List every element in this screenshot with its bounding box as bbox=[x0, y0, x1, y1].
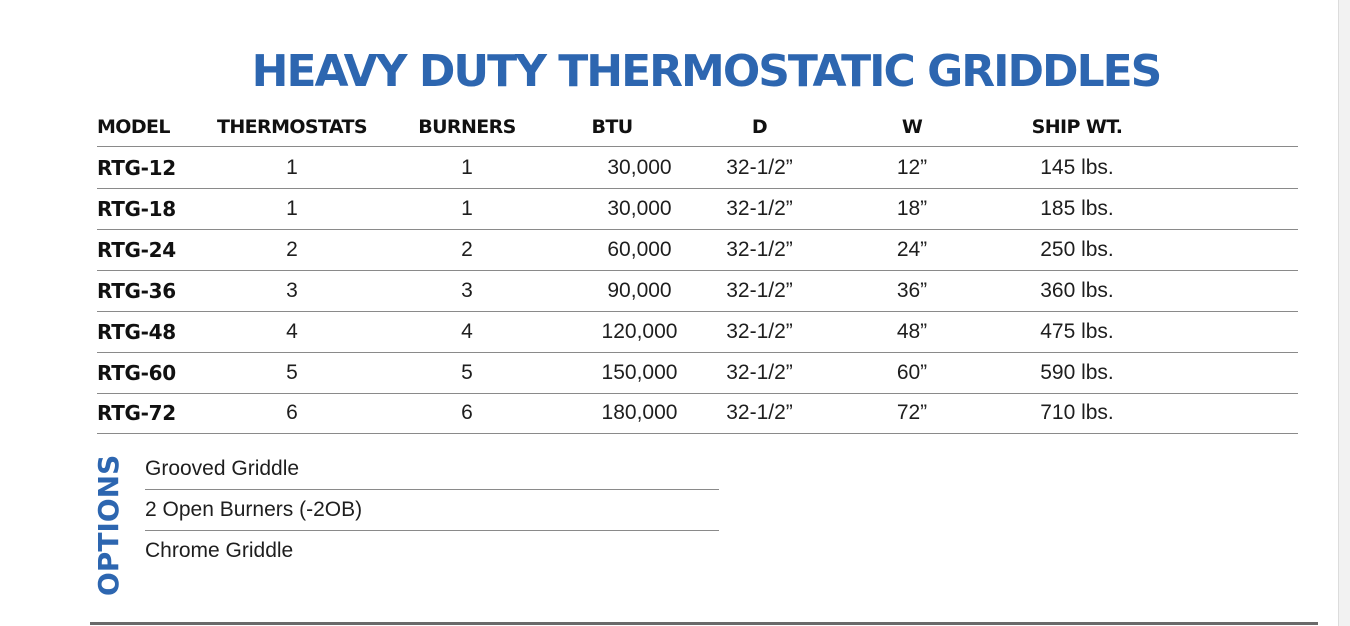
model-cell: RTG-12 bbox=[97, 155, 176, 180]
header-btu: BTU bbox=[591, 116, 633, 138]
btu-cell: 60,000 bbox=[607, 237, 672, 261]
header-width: W bbox=[901, 116, 923, 138]
thermostats-cell: 5 bbox=[286, 360, 298, 384]
depth-cell: 32-1/2” bbox=[726, 237, 793, 261]
width-cell: 60” bbox=[896, 360, 928, 384]
page-title: HEAVY DUTY THERMOSTATIC GRIDDLES bbox=[251, 46, 1161, 97]
option-item: 2 Open Burners (-2OB) bbox=[145, 490, 719, 531]
burners-cell: 5 bbox=[461, 360, 473, 384]
thermostats-cell: 3 bbox=[286, 278, 298, 302]
bottom-divider bbox=[90, 622, 1318, 625]
btu-cell: 120,000 bbox=[601, 319, 678, 343]
model-cell: RTG-48 bbox=[97, 319, 176, 344]
width-cell: 18” bbox=[896, 196, 928, 220]
depth-cell: 32-1/2” bbox=[726, 360, 793, 384]
burners-cell: 4 bbox=[461, 319, 473, 343]
burners-cell: 2 bbox=[461, 237, 473, 261]
table-row bbox=[97, 188, 1298, 230]
header-depth: D bbox=[751, 116, 768, 138]
model-cell: RTG-18 bbox=[97, 196, 176, 221]
model-cell: RTG-72 bbox=[97, 400, 176, 425]
width-cell: 36” bbox=[896, 278, 928, 302]
table-row bbox=[97, 229, 1298, 271]
width-cell: 12” bbox=[896, 155, 928, 179]
model-cell: RTG-24 bbox=[97, 237, 176, 262]
option-item: Chrome Griddle bbox=[145, 539, 294, 562]
ship-weight-cell: 145 lbs. bbox=[1040, 155, 1114, 179]
header-model: MODEL bbox=[97, 116, 170, 138]
model-cell: RTG-36 bbox=[97, 278, 176, 303]
header-thermostats: THERMOSTATS bbox=[217, 116, 367, 138]
burners-cell: 1 bbox=[461, 155, 473, 179]
depth-cell: 32-1/2” bbox=[726, 155, 793, 179]
thermostats-cell: 4 bbox=[286, 319, 298, 343]
header-ship-weight: SHIP WT. bbox=[1031, 116, 1123, 138]
table-row bbox=[97, 270, 1298, 312]
table-row bbox=[97, 311, 1298, 353]
option-item: Grooved Griddle bbox=[145, 449, 719, 490]
btu-cell: 180,000 bbox=[601, 400, 678, 424]
ship-weight-cell: 710 lbs. bbox=[1040, 400, 1114, 424]
thermostats-cell: 1 bbox=[286, 155, 298, 179]
width-cell: 72” bbox=[896, 400, 928, 424]
ship-weight-cell: 185 lbs. bbox=[1040, 196, 1114, 220]
ship-weight-cell: 475 lbs. bbox=[1040, 319, 1114, 343]
burners-cell: 1 bbox=[461, 196, 473, 220]
options-label: OPTIONS bbox=[92, 454, 125, 596]
btu-cell: 30,000 bbox=[607, 155, 672, 179]
table-header-row bbox=[97, 108, 1298, 147]
btu-cell: 30,000 bbox=[607, 196, 672, 220]
thermostats-cell: 6 bbox=[286, 400, 298, 424]
width-cell: 24” bbox=[896, 237, 928, 261]
depth-cell: 32-1/2” bbox=[726, 278, 793, 302]
ship-weight-cell: 360 lbs. bbox=[1040, 278, 1114, 302]
ship-weight-cell: 250 lbs. bbox=[1040, 237, 1114, 261]
thermostats-cell: 2 bbox=[286, 237, 298, 261]
thermostats-cell: 1 bbox=[286, 196, 298, 220]
model-cell: RTG-60 bbox=[97, 360, 176, 385]
table-row bbox=[97, 147, 1298, 189]
depth-cell: 32-1/2” bbox=[726, 319, 793, 343]
btu-cell: 150,000 bbox=[601, 360, 678, 384]
ship-weight-cell: 590 lbs. bbox=[1040, 360, 1114, 384]
width-cell: 48” bbox=[896, 319, 928, 343]
burners-cell: 6 bbox=[461, 400, 473, 424]
header-burners: BURNERS bbox=[418, 116, 516, 138]
table-row bbox=[97, 392, 1298, 434]
btu-cell: 90,000 bbox=[607, 278, 672, 302]
depth-cell: 32-1/2” bbox=[726, 196, 793, 220]
table-row bbox=[97, 352, 1298, 394]
depth-cell: 32-1/2” bbox=[726, 400, 793, 424]
burners-cell: 3 bbox=[461, 278, 473, 302]
